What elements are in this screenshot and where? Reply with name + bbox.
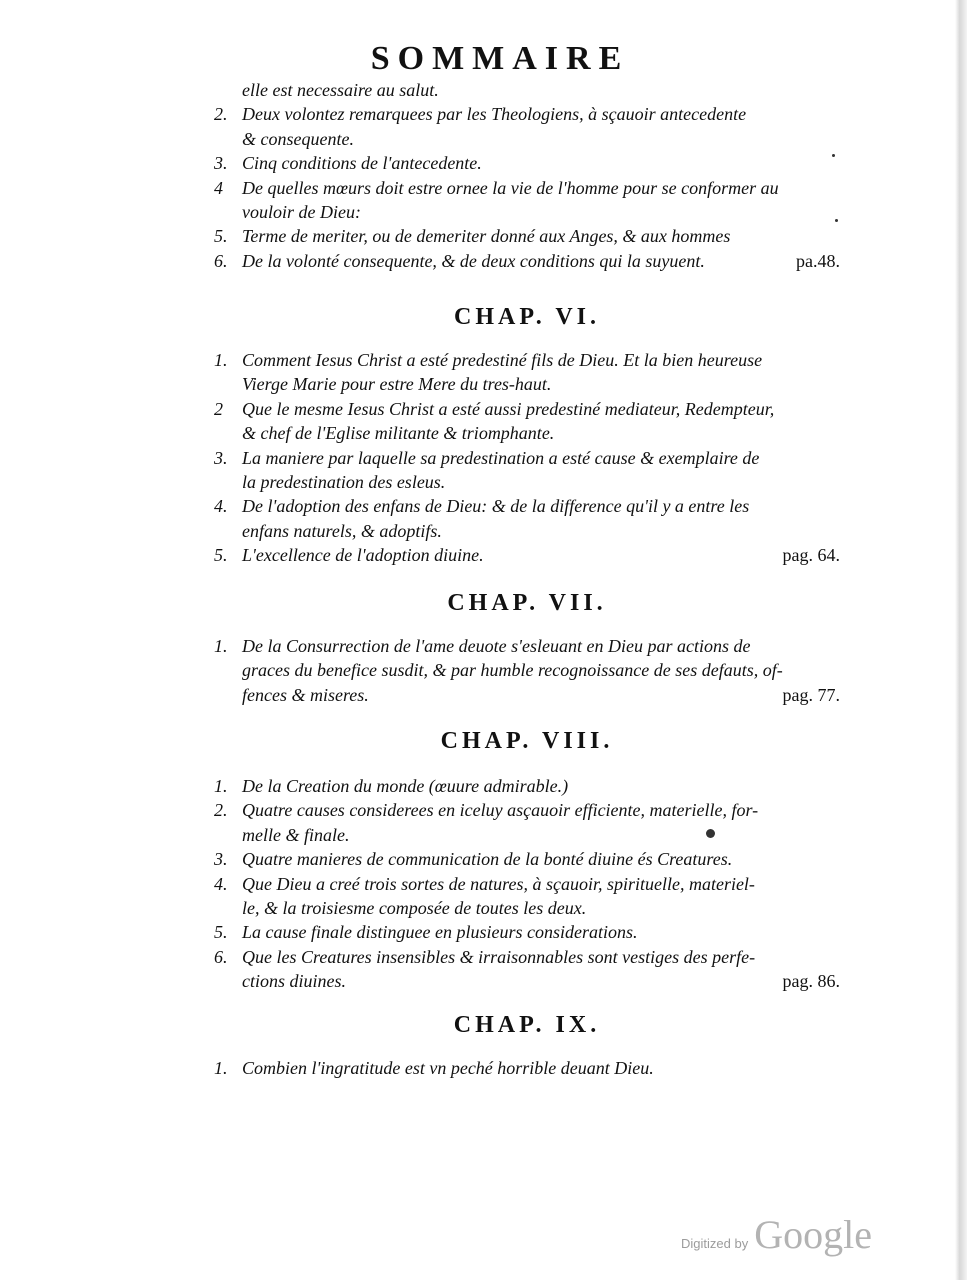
page-reference: pag. 64. — [782, 545, 840, 566]
entry-text: La maniere par laquelle sa predestination a esté cause & exemplaire de — [242, 447, 760, 468]
entry-number: 1. — [214, 1058, 228, 1078]
entry-text: Combien l'ingratitude est vn peché horrible deuant Dieu. — [242, 1058, 654, 1078]
entry-text: graces du benefice susdit, & par humble recognoissance de ses defauts, of- — [242, 660, 783, 681]
entry-number: 2 — [214, 398, 223, 419]
entry-text: enfans naturels, & adoptifs. — [242, 520, 442, 541]
entry-text: Que le mesme Iesus Christ a esté aussi predestiné mediateur, Redempteur, — [242, 398, 775, 419]
chapter-entries — [214, 1056, 840, 1080]
page-reference: pag. 77. — [782, 684, 840, 705]
entry-text: ctions diuines. — [242, 971, 346, 992]
toc-entry — [214, 249, 840, 273]
entry-text: & consequente. — [242, 128, 354, 149]
entry-number: 4. — [214, 496, 228, 517]
entry-number: 6. — [214, 946, 228, 967]
toc-entry — [214, 896, 840, 920]
toc-entry — [214, 543, 840, 567]
entry-text: Quatre causes considerees en iceluy asçauoir efficiente, materielle, for- — [242, 800, 759, 821]
entry-number: 5. — [214, 226, 228, 247]
chapter-entries — [214, 348, 840, 568]
toc-entry — [214, 1056, 840, 1080]
entry-number: 6. — [214, 250, 228, 271]
toc-entry — [214, 200, 840, 224]
entry-text: Que les Creatures insensibles & irraisonnables sont vestiges des perfe- — [242, 946, 756, 967]
chapter-entries — [214, 78, 840, 273]
toc-entry — [214, 224, 840, 248]
entry-text: Cinq conditions de l'antecedente. — [242, 153, 482, 174]
toc-entry — [214, 683, 840, 707]
entry-text: Que Dieu a creé trois sortes de natures, à sçauoir, spirituelle, materiel- — [242, 873, 755, 894]
entry-text: vouloir de Dieu: — [242, 202, 361, 223]
entry-text: De quelles mœurs doit estre ornee la vie de l'homme pour se conformer au — [242, 177, 779, 198]
toc-entry — [214, 372, 840, 396]
entry-text: Comment Iesus Christ a esté predestiné fils de Dieu. Et la bien heureuse — [242, 350, 763, 370]
toc-entry — [214, 494, 840, 518]
entry-text: De la Creation du monde (œuure admirable.) — [242, 776, 569, 796]
chapter-entries — [214, 634, 840, 707]
entry-number: 1. — [214, 776, 228, 796]
entry-number: 3. — [214, 849, 228, 870]
chapter-heading: CHAP. VII. — [447, 590, 607, 616]
entry-number: 5. — [214, 545, 228, 566]
entry-text: la predestination des esleus. — [242, 472, 446, 493]
toc-entry — [214, 421, 840, 445]
ink-speck — [835, 219, 838, 222]
toc-entry — [214, 969, 840, 993]
entry-number: 2. — [214, 800, 228, 821]
toc-entry — [214, 397, 840, 421]
chapter-heading: CHAP. VIII. — [440, 728, 614, 754]
entry-number: 4. — [214, 873, 228, 894]
toc-entry — [214, 127, 840, 151]
toc-entry — [214, 847, 840, 871]
entry-number: 5. — [214, 922, 228, 943]
entry-text: De la Consurrection de l'ame deuote s'esleuant en Dieu par actions de — [242, 636, 751, 656]
entry-text: elle est necessaire au salut. — [242, 80, 439, 100]
entry-text: De la volonté consequente, & de deux conditions qui la suyuent. — [242, 250, 705, 271]
page-reference: pag. 86. — [782, 971, 840, 992]
toc-entry — [214, 920, 840, 944]
digitized-watermark — [681, 1211, 872, 1258]
entry-text: fences & miseres. — [242, 684, 369, 705]
digitized-by-label: Digitized by — [681, 1236, 749, 1251]
toc-entry — [214, 519, 840, 543]
entry-number: 1. — [214, 350, 228, 370]
entry-text: Terme de meriter, ou de demeriter donné aux Anges, & aux hommes — [242, 226, 731, 247]
ink-speck — [832, 154, 835, 157]
chapter-heading: CHAP. VI. — [453, 304, 601, 330]
toc-entry — [214, 348, 840, 372]
toc-entry — [214, 176, 840, 200]
toc-entry — [214, 774, 840, 798]
toc-entry — [214, 78, 840, 102]
entry-text: L'excellence de l'adoption diuine. — [242, 545, 484, 566]
toc-entry — [214, 470, 840, 494]
entry-text: Vierge Marie pour estre Mere du tres-haut. — [242, 374, 552, 395]
chapter-entries — [214, 774, 840, 994]
page-reference: pa.48. — [796, 250, 840, 271]
running-head: SOMMAIRE — [370, 40, 630, 77]
toc-entry — [214, 823, 840, 847]
entry-number: 3. — [214, 447, 228, 468]
page-edge-shadow — [955, 0, 967, 1280]
entry-number: 2. — [214, 104, 228, 125]
entry-text: Deux volontez remarquees par les Theologiens, à sçauoir antecedente — [242, 104, 747, 125]
google-logo: Google — [754, 1212, 872, 1257]
entry-text: La cause finale distinguee en plusieurs considerations. — [242, 922, 638, 943]
toc-entry — [214, 102, 840, 126]
toc-entry — [214, 634, 840, 658]
chapter-heading: CHAP. IX. — [453, 1012, 601, 1038]
toc-entry — [214, 798, 840, 822]
toc-entry — [214, 872, 840, 896]
entry-number: 1. — [214, 636, 228, 656]
entry-text: Quatre manieres de communication de la bonté diuine és Creatures. — [242, 849, 733, 870]
toc-entry — [214, 945, 840, 969]
entry-text: & chef de l'Eglise militante & triomphante. — [242, 423, 555, 444]
entry-number: 4 — [214, 177, 223, 198]
toc-entry — [214, 446, 840, 470]
entry-text: De l'adoption des enfans de Dieu: & de la difference qu'il y a entre les — [242, 496, 750, 517]
ink-speck — [706, 829, 715, 838]
entry-number: 3. — [214, 153, 228, 174]
toc-entry — [214, 658, 840, 682]
entry-text: melle & finale. — [242, 824, 350, 845]
entry-text: le, & la troisiesme composée de toutes les deux. — [242, 898, 587, 919]
toc-entry — [214, 151, 840, 175]
